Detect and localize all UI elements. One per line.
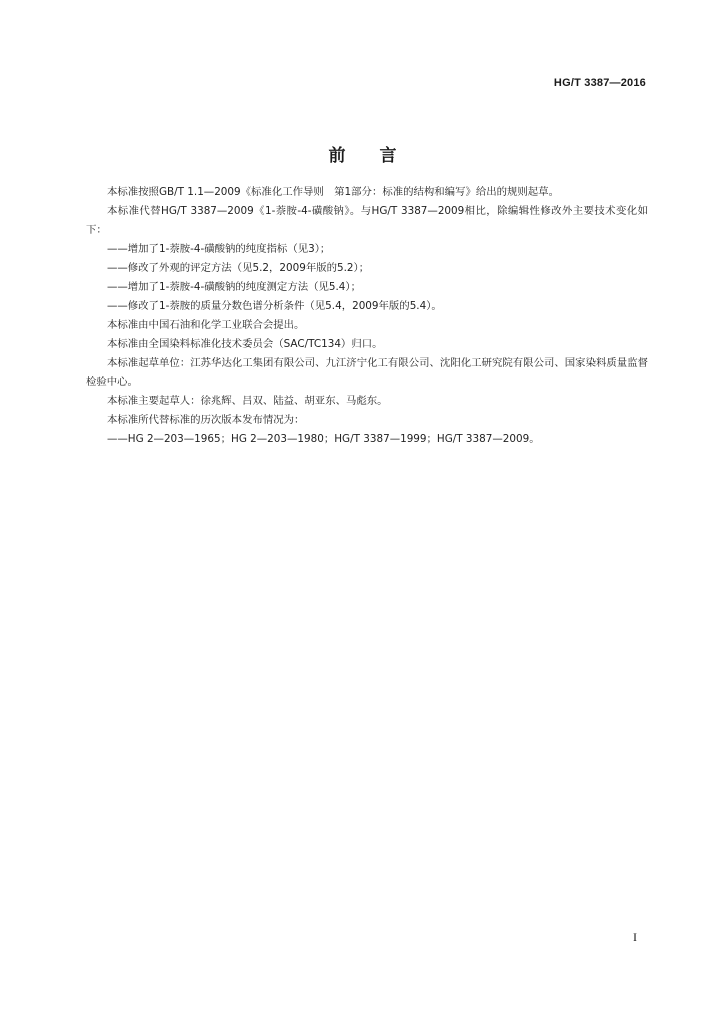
page-title: 前言 bbox=[328, 146, 431, 166]
page-number: I bbox=[633, 930, 637, 944]
change-item: ——修改了外观的评定方法（见5.2，2009年版的5.2）； bbox=[107, 262, 370, 274]
paragraph-drafters: 本标准主要起草人：徐兆辉、吕双、陆益、胡亚东、马彪东。 bbox=[107, 395, 388, 407]
change-item: ——修改了1-萘胺的质量分数色谱分析条件（见5.4，2009年版的5.4）。 bbox=[107, 300, 442, 312]
paragraph-drafting-rules: 本标准按照GB/T 1.1—2009《标准化工作导则 第1部分：标准的结构和编写》给出的规则起草。 bbox=[107, 186, 559, 198]
foreword-body bbox=[86, 183, 648, 449]
paragraph-administrator: 本标准由全国染料标准化技术委员会（SAC/TC134）归口。 bbox=[107, 338, 383, 350]
paragraph-drafting-units: 本标准起草单位：江苏华达化工集团有限公司、九江济宁化工有限公司、沈阳化工研究院有限公司、国家染料质量监督检验中心。 bbox=[86, 357, 648, 388]
change-item: ——增加了1-萘胺-4-磺酸钠的纯度测定方法（见5.4）； bbox=[107, 281, 361, 293]
paragraph-replacement: 本标准代替HG/T 3387—2009《1-萘胺-4-磺酸钠》。与HG/T 3387—2009相比，除编辑性修改外主要技术变化如下： bbox=[86, 205, 648, 236]
paragraph-proposer: 本标准由中国石油和化学工业联合会提出。 bbox=[107, 319, 305, 331]
change-item: ——增加了1-萘胺-4-磺酸钠的纯度指标（见3）； bbox=[107, 243, 331, 255]
paragraph-history-intro: 本标准所代替标准的历次版本发布情况为： bbox=[107, 414, 305, 426]
history-item: ——HG 2—203—1965；HG 2—203—1980；HG/T 3387—1999；HG/T 3387—2009。 bbox=[107, 433, 540, 445]
standard-number: HG/T 3387—2016 bbox=[553, 77, 646, 89]
